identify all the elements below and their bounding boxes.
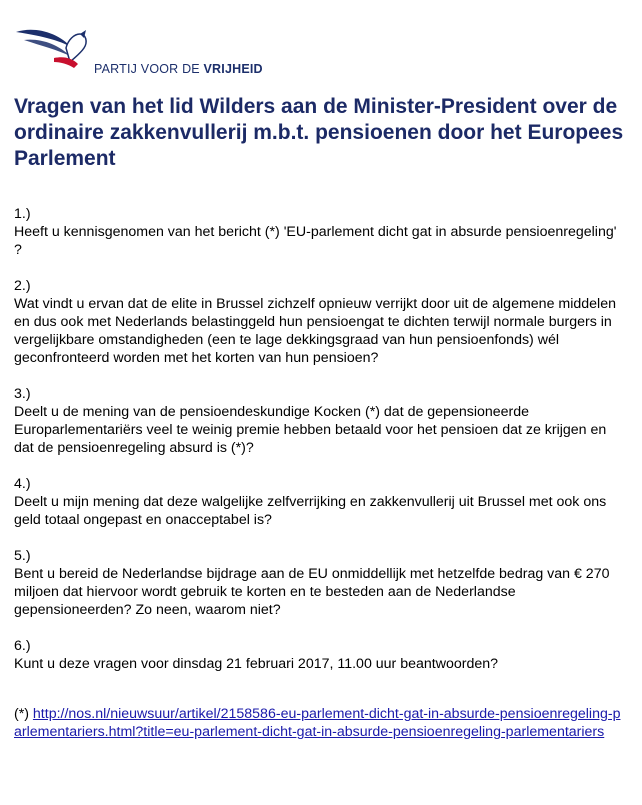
question-text: Deelt u de mening van de pensioendeskundige Kocken (*) dat de gepensioneerde Europarlementariërs veel te weinig premie hebben betaald voor het pensioen dat ze krijgen en dat de pensioenregeling absurd is (*)? xyxy=(14,404,607,456)
question-number: 6.) xyxy=(14,638,31,654)
question-text: Wat vindt u ervan dat de elite in Brussel zichzelf opnieuw verrijkt door uit de algemene middelen en dus ook met Nederlands belastinggeld hun pensioengat te dichten terwijl normale burgers in vergelijkbare omstandigheden (een te lage dekkingsgraad van hun pensioenfonds) wél geconfronteerd worden met het korten van hun pensioen? xyxy=(14,296,616,366)
question-number: 2.) xyxy=(14,278,31,294)
question-number: 1.) xyxy=(14,206,31,222)
question-1 xyxy=(14,205,626,259)
question-number: 5.) xyxy=(14,548,31,564)
question-text: Kunt u deze vragen voor dinsdag 21 februari 2017, 11.00 uur beantwoorden? xyxy=(14,656,499,672)
bird-emblem-icon xyxy=(14,18,94,82)
footnote-marker: (*) xyxy=(14,706,33,722)
question-5 xyxy=(14,547,626,619)
question-number: 3.) xyxy=(14,386,31,402)
question-number: 4.) xyxy=(14,476,31,492)
question-6 xyxy=(14,637,626,673)
party-name: PARTIJ VOOR DE VRIJHEID xyxy=(94,62,263,76)
question-3 xyxy=(14,385,626,457)
document-title: Vragen van het lid Wilders aan de Minister-President over de ordinaire zakkenvullerij m.b.t. pensioenen door het Europees Parlement xyxy=(14,95,624,170)
questions-list xyxy=(14,205,626,741)
party-logo xyxy=(14,18,284,82)
question-2 xyxy=(14,277,626,367)
source-link[interactable]: http://nos.nl/nieuwsuur/artikel/2158586-eu-parlement-dicht-gat-in-absurde-pensioenregeling-parlementariers.html?title=eu-parlement-dicht-gat-in-absurde-pensioenregeling-parlementariers xyxy=(14,706,621,740)
footnote xyxy=(14,705,626,741)
question-4 xyxy=(14,475,626,529)
question-text: Deelt u mijn mening dat deze walgelijke zelfverrijking en zakkenvullerij uit Brussel met ook ons geld totaal ongepast en onacceptabel is? xyxy=(14,494,607,528)
question-text: Heeft u kennisgenomen van het bericht (*) 'EU-parlement dicht gat in absurde pensioenregeling' ? xyxy=(14,224,617,258)
question-text: Bent u bereid de Nederlandse bijdrage aan de EU onmiddellijk met hetzelfde bedrag van € 270 miljoen dat hiervoor wordt gebruik te korten en te besteden aan de Nederlandse gepensioneerden? Zo neen, waarom niet? xyxy=(14,566,610,618)
